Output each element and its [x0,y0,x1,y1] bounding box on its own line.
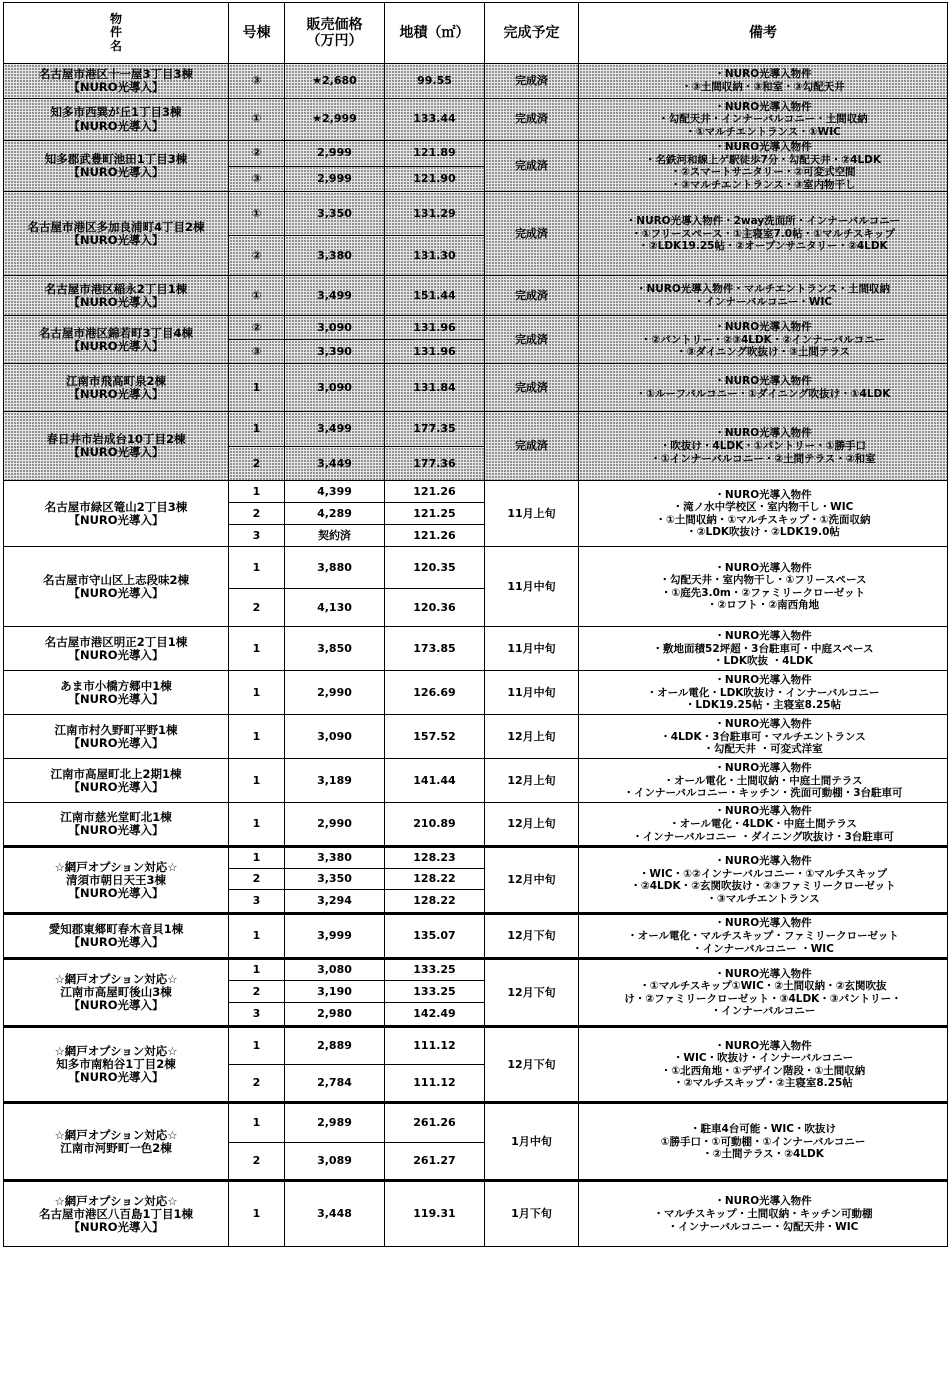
unit-number: 1 [229,547,285,589]
property-notes: ・NURO光導入物件・2way洗面所・インナーバルコニー ・①フリースペース・①主寝室7.0帖・①マルチスキップ ・②LDK19.25帖・②オープンサニタリー・②4LDK [579,192,948,276]
unit-area: 177.36 [385,447,485,481]
unit-price: ★2,680 [285,64,385,99]
table-row [4,759,948,803]
table-row [4,914,948,959]
property-notes: ・NURO光導入物件 ・吹抜け・4LDK・①パントリー・①勝手口 ・①インナーバルコニー・②土間テラス・②和室 [579,412,948,481]
unit-price: 3,080 [285,959,385,981]
unit-price: 4,289 [285,503,385,525]
table-row [4,481,948,503]
unit-price: 3,390 [285,340,385,364]
table-row [4,803,948,847]
unit-price: 2,784 [285,1065,385,1103]
property-notes: ・NURO光導入物件 ・滝ノ水中学校区・室内物干し・WIC ・①土間収納・①マルチスキップ・①洗面収納 ・②LDK吹抜け・②LDK19.0帖 [579,481,948,547]
header-row [4,3,948,64]
unit-area: 111.12 [385,1065,485,1103]
unit-price: 3,499 [285,412,385,447]
completion-date: 12月中旬 [485,847,579,914]
property-notes: ・NURO光導入物件 ・名鉄河和線上ゲ駅徒歩7分・勾配天井・②4LDK ・②スマートサニタリー・②可変式空間 ・③マルチエントランス・③室内物干し [579,141,948,192]
unit-price: 3,499 [285,276,385,316]
unit-area: 177.35 [385,412,485,447]
completion-date: 11月中旬 [485,547,579,627]
table-row [4,715,948,759]
unit-price: 3,294 [285,890,385,914]
unit-area: 131.29 [385,192,485,236]
unit-number: 1 [229,627,285,671]
unit-number: 2 [229,447,285,481]
unit-price: 2,990 [285,671,385,715]
unit-number: 1 [229,715,285,759]
unit-number: 1 [229,759,285,803]
unit-price: 3,350 [285,192,385,236]
unit-price: 3,880 [285,547,385,589]
unit-area: 121.26 [385,525,485,547]
completion-date: 12月下旬 [485,914,579,959]
table-row [4,99,948,141]
unit-price: 2,980 [285,1003,385,1027]
unit-area: 119.31 [385,1181,485,1247]
property-name: 江南市慈光堂町北1棟 【NURO光導入】 [4,803,229,847]
header-area: 地積（㎡） [385,3,485,64]
unit-area: 142.49 [385,1003,485,1027]
unit-price: 3,999 [285,914,385,959]
property-notes: ・NURO光導入物件 ・マルチスキップ・土間収納・キッチン可動棚 ・インナーバルコニー・勾配天井・WIC [579,1181,948,1247]
unit-price: 2,989 [285,1103,385,1143]
property-name: 知多郡武豊町池田1丁目3棟 【NURO光導入】 [4,141,229,192]
unit-number: ② [229,316,285,340]
unit-area: 111.12 [385,1027,485,1065]
unit-number: 1 [229,364,285,412]
table-row [4,671,948,715]
property-name: あま市小橋方郷中1棟 【NURO光導入】 [4,671,229,715]
unit-price: 3,090 [285,364,385,412]
unit-price: 4,130 [285,589,385,627]
property-name: 名古屋市港区明正2丁目1棟 【NURO光導入】 [4,627,229,671]
unit-number: ② [229,236,285,276]
unit-price: 2,999 [285,166,385,192]
property-name: 江南市飛高町泉2棟 【NURO光導入】 [4,364,229,412]
unit-price: 3,190 [285,981,385,1003]
property-name: 名古屋市港区多加良浦町4丁目2棟 【NURO光導入】 [4,192,229,276]
unit-number: ① [229,99,285,141]
unit-number: ① [229,192,285,236]
property-name: 江南市村久野町平野1棟 【NURO光導入】 [4,715,229,759]
unit-price: 3,850 [285,627,385,671]
property-notes: ・NURO光導入物件 ・4LDK・3台駐車可・マルチエントランス ・勾配天井 ・可変式洋室 [579,715,948,759]
unit-number: 1 [229,1027,285,1065]
unit-price: 3,448 [285,1181,385,1247]
unit-area: 261.27 [385,1143,485,1181]
header-name: 物 件 名 [4,3,229,64]
unit-area: 133.25 [385,981,485,1003]
property-notes: ・NURO光導入物件 ・①ルーフバルコニー・①ダイニング吹抜け・①4LDK [579,364,948,412]
unit-area: 151.44 [385,276,485,316]
unit-area: 131.30 [385,236,485,276]
completion-date: 11月上旬 [485,481,579,547]
header-completion: 完成予定 [485,3,579,64]
completion-date: 12月上旬 [485,715,579,759]
table-row [4,959,948,981]
completion-date: 11月中旬 [485,671,579,715]
completion-date: 完成済 [485,364,579,412]
property-notes: ・駐車4台可能・WIC・吹抜け ①勝手口・①可動棚・①インナーバルコニー ・②土間テラス・②4LDK [579,1103,948,1181]
property-name: ☆網戸オプション対応☆ 江南市高屋町後山3棟 【NURO光導入】 [4,959,229,1027]
unit-area: 210.89 [385,803,485,847]
table-row [4,1027,948,1065]
unit-price: 3,089 [285,1143,385,1181]
unit-price: 4,399 [285,481,385,503]
property-notes: ・NURO光導入物件・マルチエントランス・土間収納 ・インナーバルコニー・WIC [579,276,948,316]
property-name: 江南市高屋町北上2期1棟 【NURO光導入】 [4,759,229,803]
property-name: 春日井市岩成台10丁目2棟 【NURO光導入】 [4,412,229,481]
unit-price: 2,990 [285,803,385,847]
unit-number: ③ [229,166,285,192]
unit-area: 121.26 [385,481,485,503]
unit-area: 121.89 [385,141,485,167]
unit-price: 2,889 [285,1027,385,1065]
property-notes: ・NURO光導入物件 ・WIC・吹抜け・インナーバルコニー ・①北西角地・①デザイン階段・①土間収納 ・②マルチスキップ・②主寝室8.25帖 [579,1027,948,1103]
property-notes: ・NURO光導入物件 ・①マルチスキップ①WIC・②土間収納・②玄関吹抜 け・②ファミリークローゼット・③4LDK・③パントリー・ ・インナーバルコニー [579,959,948,1027]
completion-date: 12月下旬 [485,1027,579,1103]
unit-area: 126.69 [385,671,485,715]
unit-price: 3,449 [285,447,385,481]
unit-price: 3,090 [285,715,385,759]
table-row [4,627,948,671]
unit-number: 2 [229,981,285,1003]
table-row [4,316,948,340]
property-name: ☆網戸オプション対応☆ 知多市南粕谷1丁目2棟 【NURO光導入】 [4,1027,229,1103]
table-row [4,1181,948,1247]
unit-number: ③ [229,64,285,99]
table-row [4,141,948,167]
property-name: ☆網戸オプション対応☆ 清須市朝日天王3棟 【NURO光導入】 [4,847,229,914]
unit-number: 2 [229,1143,285,1181]
unit-price: 3,380 [285,847,385,869]
unit-area: 128.23 [385,847,485,869]
property-name: 知多市西巽が丘1丁目3棟 【NURO光導入】 [4,99,229,141]
unit-area: 120.35 [385,547,485,589]
property-notes: ・NURO光導入物件 ・勾配天井・室内物干し・①フリースペース ・①庭先3.0m・②ファミリークローゼット ・②ロフト・②南西角地 [579,547,948,627]
table-row [4,847,948,869]
unit-number: 3 [229,1003,285,1027]
unit-area: 173.85 [385,627,485,671]
header-price: 販売価格 （万円） [285,3,385,64]
completion-date: 11月中旬 [485,627,579,671]
unit-area: 128.22 [385,869,485,890]
unit-number: 1 [229,481,285,503]
completion-date: 完成済 [485,316,579,364]
unit-number: ① [229,276,285,316]
unit-number: 1 [229,1181,285,1247]
unit-number: 3 [229,890,285,914]
unit-number: 1 [229,959,285,981]
unit-area: 157.52 [385,715,485,759]
completion-date: 12月上旬 [485,803,579,847]
unit-number: 3 [229,525,285,547]
property-notes: ・NURO光導入物件 ・オール電化・4LDK・中庭土間テラス ・インナーバルコニー ・ダイニング吹抜け・3台駐車可 [579,803,948,847]
unit-area: 141.44 [385,759,485,803]
completion-date: 1月中旬 [485,1103,579,1181]
unit-area: 99.55 [385,64,485,99]
property-notes: ・NURO光導入物件 ・オール電化・マルチスキップ・ファミリークローゼット ・インナーバルコニー ・WIC [579,914,948,959]
completion-date: 完成済 [485,412,579,481]
unit-number: 1 [229,412,285,447]
property-notes: ・NURO光導入物件 ・勾配天井・インナーバルコニー・土間収納 ・①マルチエントランス・①WIC [579,99,948,141]
property-notes: ・NURO光導入物件 ・敷地面積52坪超・3台駐車可・中庭スペース ・LDK吹抜 ・4LDK [579,627,948,671]
completion-date: 1月下旬 [485,1181,579,1247]
unit-number: ② [229,141,285,167]
property-name: 名古屋市港区錦若町3丁目4棟 【NURO光導入】 [4,316,229,364]
unit-number: 2 [229,1065,285,1103]
unit-area: 131.96 [385,340,485,364]
property-notes: ・NURO光導入物件 ・②パントリー・②③4LDK・②インナーバルコニー ・③ダイニング吹抜け・③土間テラス [579,316,948,364]
completion-date: 完成済 [485,64,579,99]
property-notes: ・NURO光導入物件 ・オール電化・土間収納・中庭土間テラス ・インナーバルコニー・キッチン・洗面可動棚・3台駐車可 [579,759,948,803]
unit-area: 128.22 [385,890,485,914]
completion-date: 完成済 [485,276,579,316]
unit-area: 133.25 [385,959,485,981]
property-table [3,2,948,1247]
unit-number: 2 [229,589,285,627]
unit-number: 1 [229,803,285,847]
unit-area: 133.44 [385,99,485,141]
unit-number: 1 [229,1103,285,1143]
unit-number: 1 [229,847,285,869]
unit-number: 2 [229,869,285,890]
unit-area: 261.26 [385,1103,485,1143]
table-row [4,276,948,316]
property-name: ☆網戸オプション対応☆ 江南市河野町一色2棟 [4,1103,229,1181]
completion-date: 完成済 [485,192,579,276]
property-notes: ・NURO光導入物件 ・WIC・①②インナーバルコニー・①マルチスキップ ・②4LDK・②玄関吹抜け・②③ファミリークローゼット ・③マルチエントランス [579,847,948,914]
unit-price: ★2,999 [285,99,385,141]
completion-date: 12月下旬 [485,959,579,1027]
property-name: 名古屋市港区十一屋3丁目3棟 【NURO光導入】 [4,64,229,99]
header-notes: 備考 [579,3,948,64]
unit-area: 121.25 [385,503,485,525]
unit-area: 120.36 [385,589,485,627]
table-row [4,547,948,589]
table-row [4,192,948,236]
table-row [4,1103,948,1143]
unit-price: 3,380 [285,236,385,276]
unit-area: 131.96 [385,316,485,340]
property-list [4,64,948,1247]
unit-number: 2 [229,503,285,525]
unit-price: 3,090 [285,316,385,340]
table-row [4,364,948,412]
completion-date: 12月上旬 [485,759,579,803]
property-name: 名古屋市緑区篭山2丁目3棟 【NURO光導入】 [4,481,229,547]
unit-price: 契約済 [285,525,385,547]
completion-date: 完成済 [485,141,579,192]
property-name: ☆網戸オプション対応☆ 名古屋市港区八百島1丁目1棟 【NURO光導入】 [4,1181,229,1247]
property-name: 名古屋市守山区上志段味2棟 【NURO光導入】 [4,547,229,627]
header-unit: 号棟 [229,3,285,64]
unit-price: 3,189 [285,759,385,803]
completion-date: 完成済 [485,99,579,141]
table-row [4,64,948,99]
unit-price: 2,999 [285,141,385,167]
property-name: 愛知郡東郷町春木音貝1棟 【NURO光導入】 [4,914,229,959]
unit-area: 135.07 [385,914,485,959]
unit-number: 1 [229,671,285,715]
unit-price: 3,350 [285,869,385,890]
property-notes: ・NURO光導入物件 ・オール電化・LDK吹抜け・インナーバルコニー ・LDK19.25帖・主寝室8.25帖 [579,671,948,715]
unit-area: 121.90 [385,166,485,192]
property-name: 名古屋市港区稲永2丁目1棟 【NURO光導入】 [4,276,229,316]
unit-number: 1 [229,914,285,959]
property-notes: ・NURO光導入物件 ・③土間収納・③和室・③勾配天井 [579,64,948,99]
unit-number: ③ [229,340,285,364]
table-row [4,412,948,447]
unit-area: 131.84 [385,364,485,412]
